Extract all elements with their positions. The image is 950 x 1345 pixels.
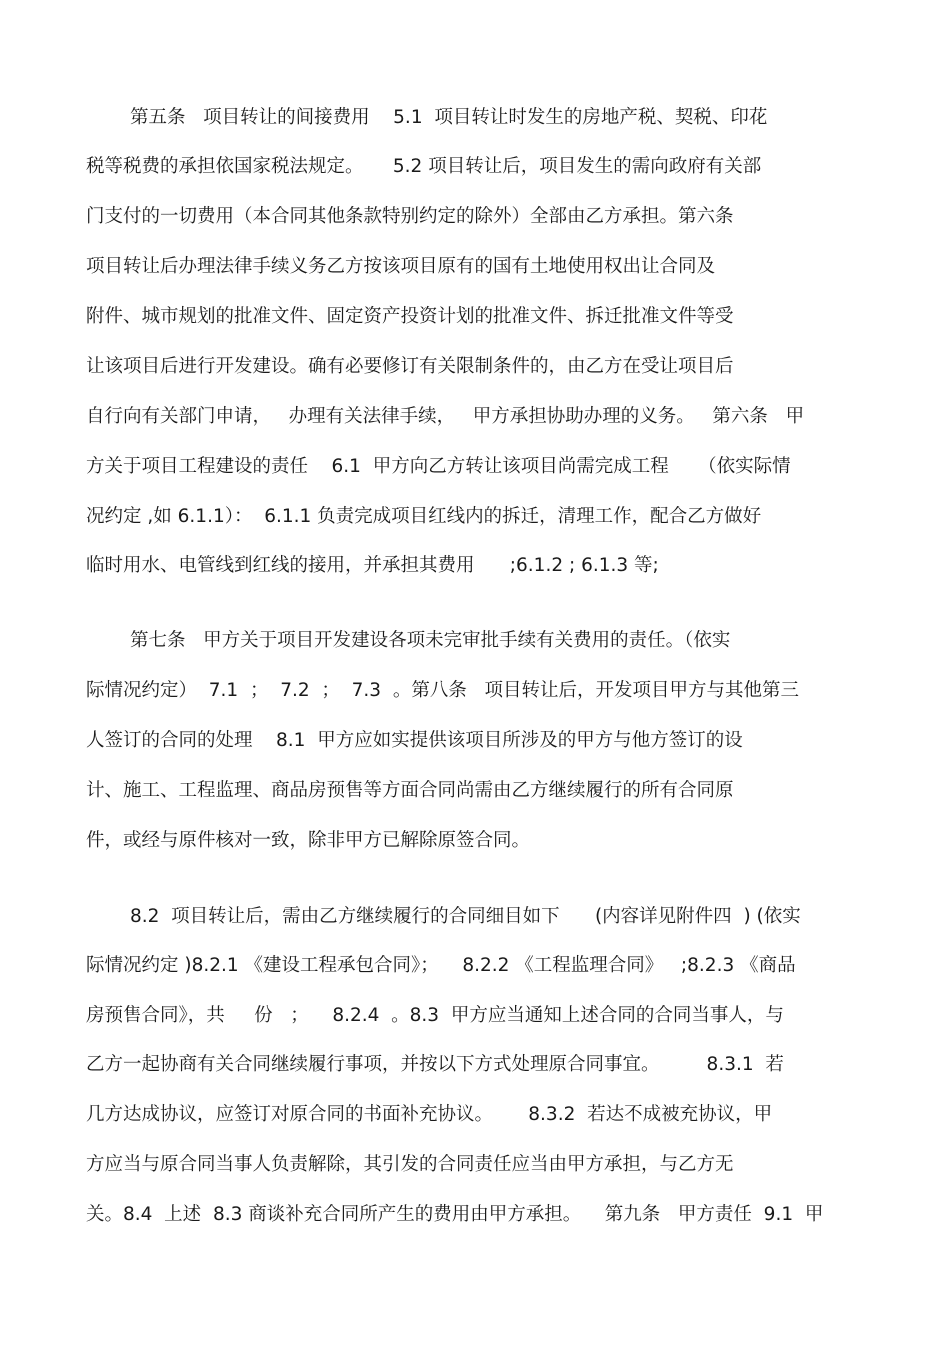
text-line: 件，或经与原件核对一致，除非甲方已解除原签合同。 — [86, 830, 531, 851]
text-line: 际情况约定 )8.2.1 《建设工程承包合同》； 8.2.2 《工程监理合同》 ;8.2.3 《商品 — [86, 955, 796, 976]
text-line: 项目转让后办理法律手续义务乙方按该项目原有的国有土地使用权出让合同及 — [86, 256, 716, 277]
text-line: 第五条 项目转让的间接费用 5.1 项目转让时发生的房地产税、契税、印花 — [130, 107, 768, 128]
text-line: 计、施工、工程监理、商品房预售等方面合同尚需由乙方继续履行的所有合同原 — [86, 780, 734, 801]
text-line: 门支付的一切费用（本合同其他条款特别约定的除外）全部由乙方承担。第六条 — [86, 206, 734, 227]
text-line: 几方达成协议，应签订对原合同的书面补充协议。 8.3.2 若达不成被充协议，甲 — [86, 1104, 773, 1125]
text-line: 际情况约定） 7.1 ； 7.2 ； 7.3 。第八条 项目转让后，开发项目甲方与其他第三 — [86, 680, 799, 701]
text-line: 人签订的合同的处理 8.1 甲方应如实提供该项目所涉及的甲方与他方签订的设 — [86, 730, 743, 751]
text-line: 乙方一起协商有关合同继续履行事项，并按以下方式处理原合同事宜。 8.3.1 若 — [86, 1054, 784, 1075]
text-line: 关。8.4 上述 8.3 商谈补充合同所产生的费用由甲方承担。 第九条 甲方责任 9.1 甲 — [86, 1204, 824, 1225]
text-line: 自行向有关部门申请， 办理有关法律手续， 甲方承担协助办理的义务。 第六条 甲 — [86, 406, 805, 427]
text-line: 临时用水、电管线到红线的接用，并承担其费用 ;6.1.2 ; 6.1.3 等; — [86, 555, 659, 576]
text-line: 方应当与原合同当事人负责解除，其引发的合同责任应当由甲方承担，与乙方无 — [86, 1154, 734, 1175]
text-line: 附件、城市规划的批准文件、固定资产投资计划的批准文件、拆迁批准文件等受 — [86, 306, 734, 327]
text-line: 况约定 ,如 6.1.1）： 6.1.1 负责完成项目红线内的拆迁，清理工作，配合乙方做好 — [86, 506, 762, 527]
text-line: 方关于项目工程建设的责任 6.1 甲方向乙方转让该项目尚需完成工程 （依实际情 — [86, 456, 791, 477]
text-line: 让该项目后进行开发建设。确有必要修订有关限制条件的，由乙方在受让项目后 — [86, 356, 734, 377]
text-line: 8.2 项目转让后，需由乙方继续履行的合同细目如下 (内容详见附件四 ) (依实 — [130, 906, 801, 927]
text-line: 第七条 甲方关于项目开发建设各项未完审批手续有关费用的责任。（依实 — [130, 630, 731, 651]
text-line: 税等税费的承担依国家税法规定。 5.2 项目转让后，项目发生的需向政府有关部 — [86, 156, 762, 177]
text-line: 房预售合同》，共 份 ； 8.2.4 。8.3 甲方应当通知上述合同的合同当事人，与 — [86, 1005, 784, 1026]
